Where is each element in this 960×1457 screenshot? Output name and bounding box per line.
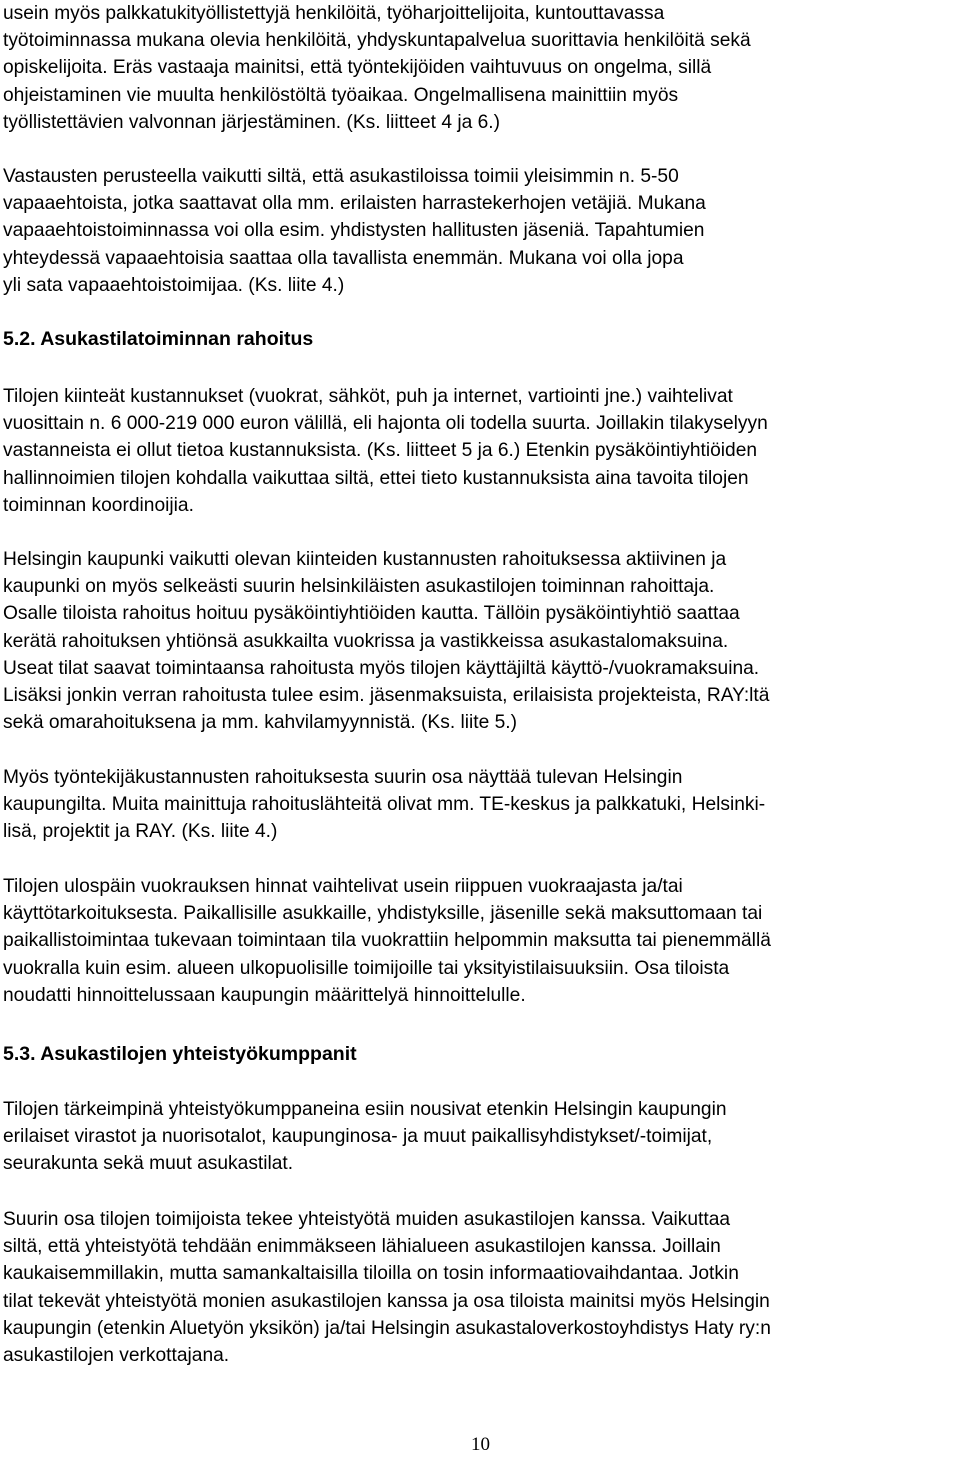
text-line: vapaaehtoistoiminnassa voi olla esim. yhdistysten hallitusten jäseniä. Tapahtumien — [3, 220, 705, 242]
text-line: paikallistoimintaa tukevaan toimintaan tila vuokrattiin helpommin maksutta tai pienemmällä — [3, 930, 771, 952]
text-line: yhteydessä vapaaehtoisia saattaa olla tavallista enemmän. Mukana voi olla jopa — [3, 247, 684, 269]
paragraph-helsinki-funding — [3, 546, 958, 736]
text-line: kaukaisemmillakin, mutta samankaltaisilla tiloilla on tosin informaatiovaihdantaa. Jotkin — [3, 1263, 739, 1285]
section-heading-5-2: 5.2. Asukastilatoiminnan rahoitus — [3, 328, 314, 350]
text-line: Vastausten perusteella vaikutti siltä, että asukastiloissa toimii yleisimmin n. 5-50 — [3, 166, 679, 187]
text-line: käyttötarkoituksesta. Paikallisille asukkaille, yhdistyksille, jäsenille sekä maksuttomaan tai — [3, 903, 763, 925]
text-line: vuokralla kuin esim. alueen ulkopuolisille toimijoille tai yksityistilaisuuksiin. Osa tiloista — [3, 957, 730, 979]
text-line: seurakunta sekä muut asukastilat. — [3, 1153, 294, 1175]
text-line: siltä, että yhteistyötä tehdään enimmäkseen lähialueen asukastilojen kanssa. Joillain — [3, 1236, 721, 1258]
text-line: hallinnoimien tilojen kohdalla vaikuttaa siltä, ettei tieto kustannuksista aina tavoita tilojen — [3, 467, 749, 489]
text-line: erilaiset virastot ja nuorisotalot, kaupunginosa- ja muut paikallisyhdistykset/-toimijat, — [3, 1126, 713, 1148]
text-line: opiskelijoita. Eräs vastaaja mainitsi, että työntekijöiden vaihtuvuus on ongelma, sillä — [3, 57, 712, 79]
paragraph-partners — [3, 1096, 958, 1178]
paragraph-volunteers — [3, 163, 958, 299]
text-line: vapaaehtoista, jotka saattavat olla mm. erilaisten harrastekerhojen vetäjiä. Mukana — [3, 193, 706, 215]
paragraph-cooperation — [3, 1206, 958, 1369]
text-line: vuosittain n. 6 000-219 000 euron välillä, eli hajonta oli todella suurta. Joillakin tilakyselyyn — [3, 413, 768, 435]
text-line: Helsingin kaupunki vaikutti olevan kiinteiden kustannusten rahoituksessa aktiivinen ja — [3, 549, 727, 570]
paragraph-costs — [3, 383, 958, 519]
text-line: Myös työntekijäkustannusten rahoituksesta suurin osa näyttää tulevan Helsingin — [3, 767, 683, 788]
text-line: Osalle tiloista rahoitus hoituu pysäköintiyhtiöiden kautta. Tällöin pysäköintiyhtiö saattaa — [3, 603, 740, 625]
document-page — [3, 0, 958, 1457]
text-line: Tilojen ulospäin vuokrauksen hinnat vaihtelivat usein riippuen vuokraajasta ja/tai — [3, 876, 683, 897]
text-line: ohjeistaminen vie muulta henkilöstöltä työaikaa. Ongelmallisena mainittiin myös — [3, 84, 679, 106]
text-line: yli sata vapaaehtoistoimijaa. (Ks. liite 4.) — [3, 274, 345, 296]
paragraph-rental-prices — [3, 873, 958, 1009]
text-line: tilat tekevät yhteistyötä monien asukastilojen kanssa ja osa tiloista mainitsi myös Helsingin — [3, 1290, 770, 1312]
text-line: kaupungilta. Muita mainittuja rahoituslähteitä olivat mm. TE-keskus ja palkkatuki, Helsinki- — [3, 794, 766, 816]
page-number: 10 — [471, 1434, 490, 1455]
text-line: sekä omarahoituksena ja mm. kahvilamyynnistä. (Ks. liite 5.) — [3, 712, 517, 734]
paragraph-staff-costs — [3, 764, 958, 846]
text-line: Tilojen tärkeimpinä yhteistyökumppaneina esiin nousivat etenkin Helsingin kaupungin — [3, 1099, 727, 1120]
text-line: Useat tilat saavat toimintaansa rahoitusta myös tilojen käyttäjiltä käyttö-/vuokramaksuina. — [3, 657, 760, 679]
text-line: lisä, projektit ja RAY. (Ks. liite 4.) — [3, 821, 278, 843]
text-line: kaupungin (etenkin Aluetyön yksikön) ja/tai Helsingin asukastaloverkostoyhdistys Haty ry:n — [3, 1317, 771, 1339]
text-line: asukastilojen verkottajana. — [3, 1345, 230, 1367]
text-line: vastanneista ei ollut tietoa kustannuksista. (Ks. liitteet 5 ja 6.) Etenkin pysäköintiyhtiöiden — [3, 440, 758, 462]
text-line: kaupunki on myös selkeästi suurin helsinkiläisten asukastilojen toiminnan rahoittaja. — [3, 576, 715, 598]
text-line: noudatti hinnoittelussaan kaupungin määrittelyä hinnoittelulle. — [3, 984, 526, 1006]
text-line: usein myös palkkatukityöllistettyjä henkilöitä, työharjoittelijoita, kuntouttavassa — [3, 3, 665, 24]
section-heading-5-3: 5.3. Asukastilojen yhteistyökumppanit — [3, 1043, 357, 1065]
paragraph-intro — [3, 0, 958, 136]
text-line: työtoiminnassa mukana olevia henkilöitä, yhdyskuntapalvelua suorittavia henkilöitä sekä — [3, 30, 751, 52]
text-line: Suurin osa tilojen toimijoista tekee yhteistyötä muiden asukastilojen kanssa. Vaikuttaa — [3, 1209, 731, 1230]
text-line: Lisäksi jonkin verran rahoitusta tulee esim. jäsenmaksuista, erilaisista projekteista, RAY:ltä — [3, 685, 770, 707]
text-line: toiminnan koordinoijia. — [3, 494, 194, 516]
text-line: kerätä rahoituksen yhtiönsä asukkailta vuokrissa ja vastikkeissa asukastalomaksuina. — [3, 630, 729, 652]
text-line: työllistettävien valvonnan järjestäminen. (Ks. liitteet 4 ja 6.) — [3, 111, 500, 133]
text-line: Tilojen kiinteät kustannukset (vuokrat, sähköt, puh ja internet, vartiointi jne.) vaihtelivat — [3, 386, 733, 407]
